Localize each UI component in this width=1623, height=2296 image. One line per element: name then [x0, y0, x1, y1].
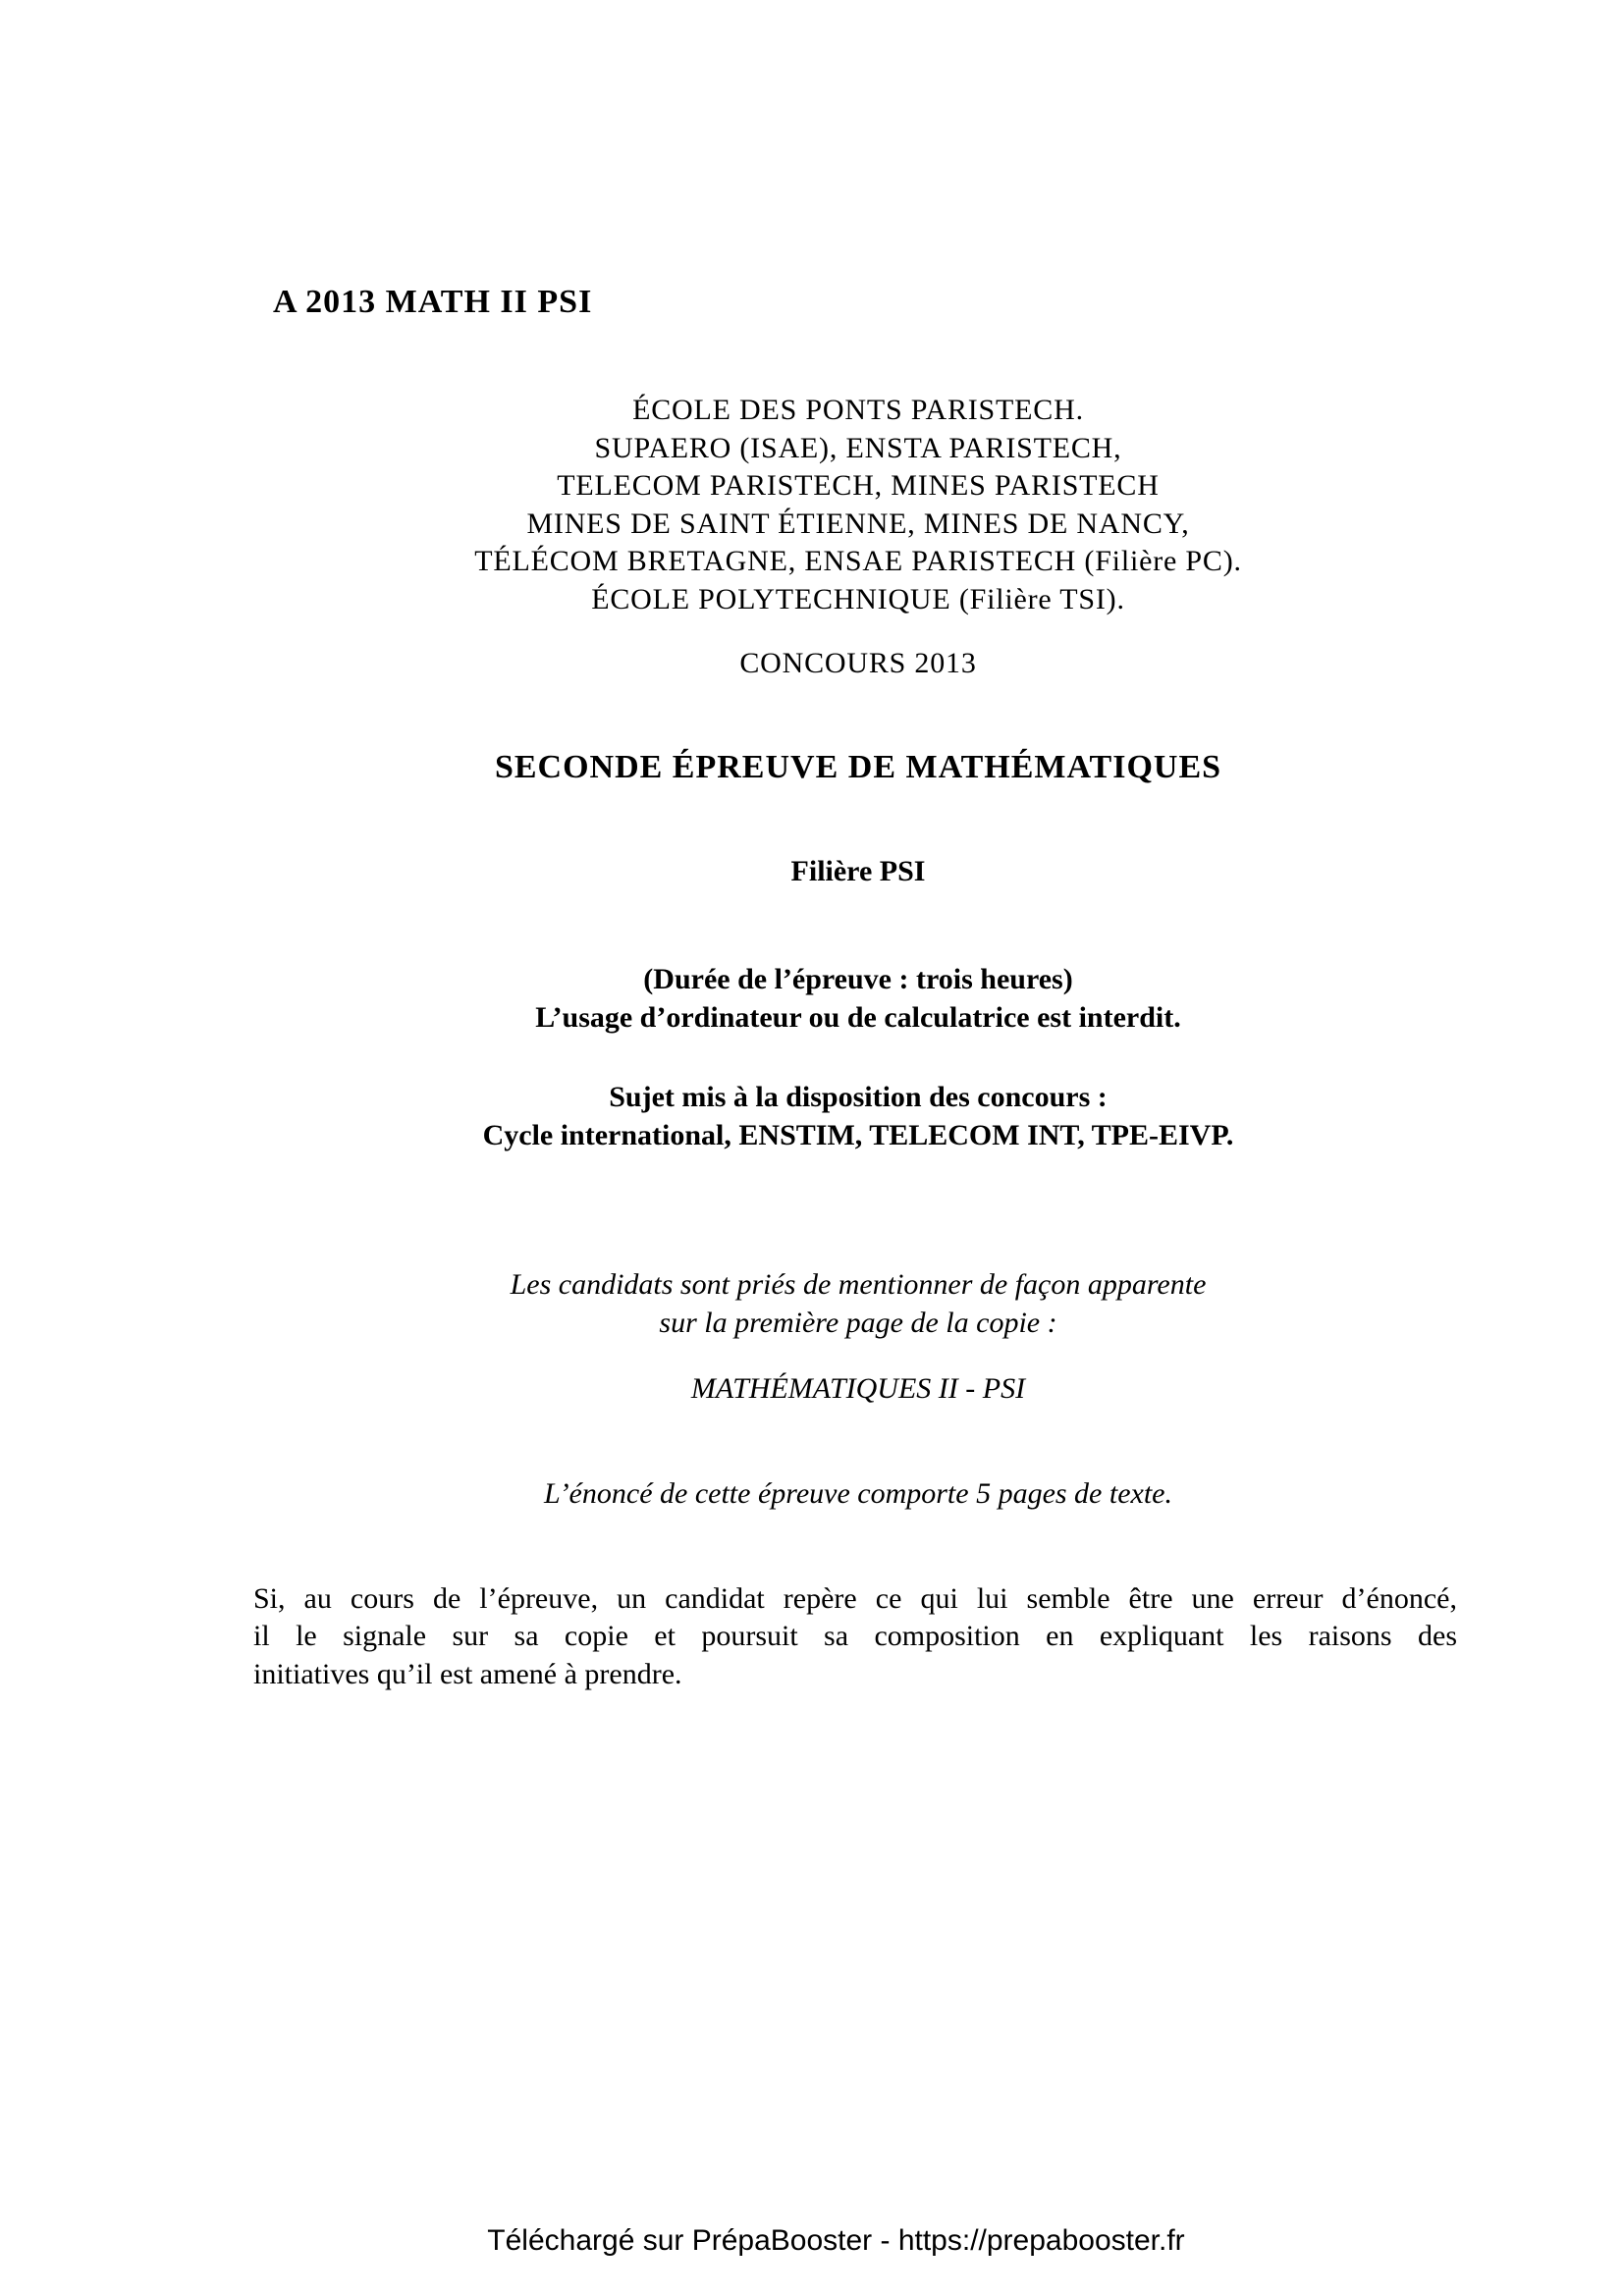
concours-year-line: CONCOURS 2013	[739, 647, 977, 679]
subject-availability-block-line: Cycle international, ENSTIM, TELECOM INT, TPE-EIVP.	[482, 1119, 1234, 1151]
schools-list-line: SUPAERO (ISAE), ENSTA PARISTECH,	[594, 431, 1122, 464]
erratum-paragraph-line: il le signale sur sa copie et poursuit sa composition en expliquant les raisons des	[253, 1620, 1457, 1653]
subject-availability-block	[253, 1078, 1463, 1154]
schools-list-line: ÉCOLE DES PONTS PARISTECH.	[632, 394, 1084, 426]
schools-list-line: ÉCOLE POLYTECHNIQUE (Filière TSI).	[591, 582, 1125, 615]
candidates-notice-block	[253, 1266, 1463, 1342]
schools-list-line: TÉLÉCOM BRETAGNE, ENSAE PARISTECH (Filière PC).	[474, 545, 1242, 578]
erratum-paragraph-line: initiatives qu’il est amené à prendre.	[253, 1657, 682, 1690]
exam-title: SECONDE ÉPREUVE DE MATHÉMATIQUES	[494, 749, 1222, 785]
filiere-line: Filière PSI	[790, 855, 926, 887]
exam-code-heading: A 2013 MATH II PSI	[273, 284, 593, 320]
copy-header-label: MATHÉMATIQUES II - PSI	[690, 1372, 1026, 1405]
schools-list-line: TELECOM PARISTECH, MINES PARISTECH	[557, 469, 1160, 503]
candidates-notice-block-line: Les candidats sont priés de mentionner de façon apparente	[510, 1268, 1207, 1301]
pages-count-note: L’énoncé de cette épreuve comporte 5 pages de texte.	[544, 1477, 1172, 1510]
erratum-paragraph	[253, 1580, 1457, 1693]
duration-block	[253, 960, 1463, 1037]
schools-list	[253, 392, 1463, 619]
duration-block-line: L’usage d’ordinateur ou de calculatrice est interdit.	[535, 1001, 1181, 1034]
schools-list-line: MINES DE SAINT ÉTIENNE, MINES DE NANCY,	[526, 507, 1190, 540]
erratum-paragraph-line: Si, au cours de l’épreuve, un candidat repère ce qui lui semble être une erreur d’énoncé,	[253, 1582, 1457, 1615]
download-source-footer: Téléchargé sur PrépaBooster - https://prepabooster.fr	[487, 2224, 1185, 2257]
duration-block-line: (Durée de l’épreuve : trois heures)	[643, 963, 1073, 995]
subject-availability-block-line: Sujet mis à la disposition des concours :	[609, 1081, 1108, 1113]
candidates-notice-block-line: sur la première page de la copie :	[659, 1306, 1057, 1339]
